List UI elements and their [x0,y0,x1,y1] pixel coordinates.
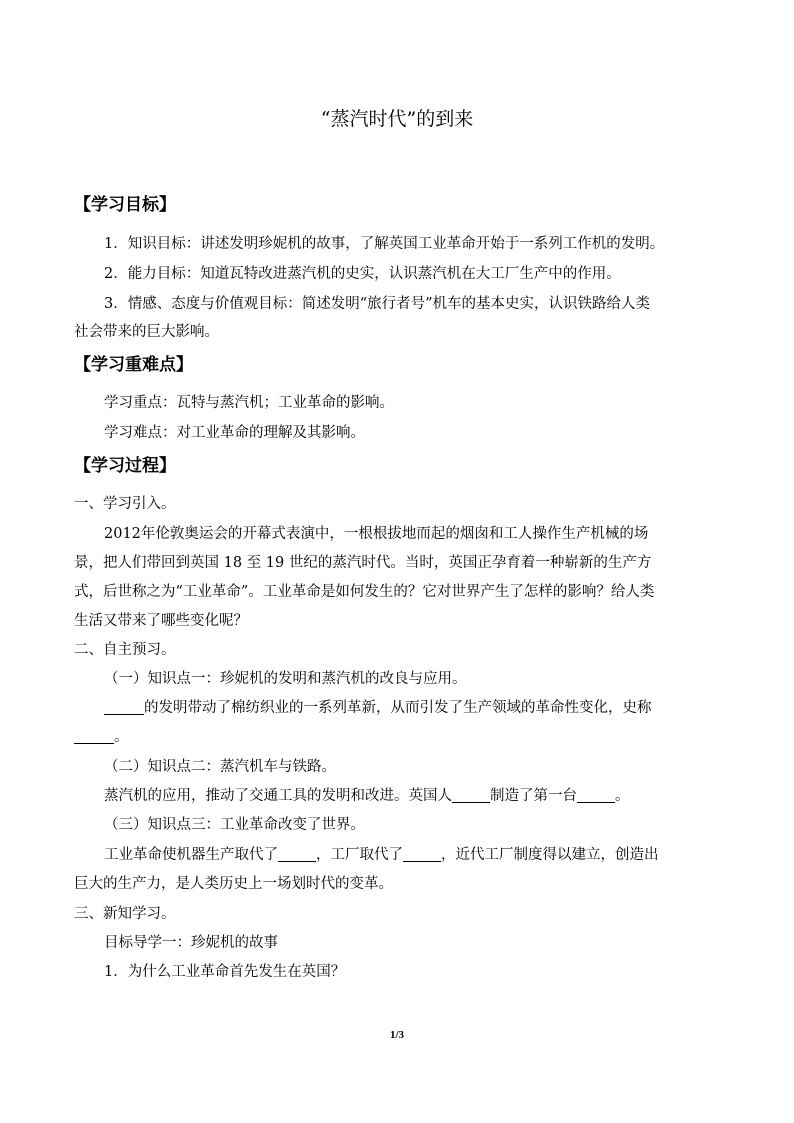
fill-in-line: 。 [74,725,129,746]
answer-blank[interactable] [74,729,114,745]
page-title: “蒸汽时代”的到来 [320,108,474,130]
part-heading: 一、学习引入。 [74,496,176,512]
goal-title: 目标导学一：珍妮机的故事 [104,935,278,951]
keypoint-item: 学习重点：瓦特与蒸汽机；工业革命的影响。 [104,395,394,411]
paragraph-line: 生活又带来了哪些变化呢？ [74,613,248,629]
paragraph-line: 2012年伦敦奥运会的开幕式表演中，一根根拔地而起的烟囱和工人操作生产机械的场 [104,526,649,542]
part-heading: 二、自主预习。 [74,642,176,658]
part-heading: 三、新知学习。 [74,906,176,922]
answer-blank[interactable] [104,700,144,716]
objective-item: 1．知识目标：讲述发明珍妮机的故事，了解英国工业革命开始于一系列工作机的发明。 [104,236,665,252]
fill-in-line: 工业革命使机器生产取代了 ，工厂取代了 ，近代工厂制度得以建立，创造出 [104,847,659,863]
paragraph-line: 式，后世称之为“工业革命”。工业革命是如何发生的？它对世界产生了怎样的影响？给人类 [74,584,655,600]
section-heading-keypoints: 【学习重难点】 [74,355,193,375]
answer-blank[interactable] [452,788,490,804]
answer-blank[interactable] [577,788,615,804]
page-number: 1/3 [389,1029,405,1041]
knowledge-point-title: （二）知识点二：蒸汽机车与铁路。 [104,759,336,775]
fill-in-line: 蒸汽机的应用，推动了交通工具的发明和改进。英国人 制造了第一台 。 [104,788,630,804]
question-item: 1．为什么工业革命首先发生在英国？ [104,964,346,980]
keypoint-item: 学习难点：对工业革命的理解及其影响。 [104,425,365,441]
knowledge-point-title: （一）知识点一：珍妮机的发明和蒸汽机的改良与应用。 [104,671,467,687]
fill-in-line: 的发明带动了棉纺织业的一系列革新，从而引发了生产领域的革命性变化，史称 [104,696,652,717]
objective-item-continued: 社会带来的巨大影响。 [74,324,219,340]
objective-item: 3．情感、态度与价值观目标：简述发明“旅行者号”机车的基本史实，认识铁路给人类 [104,296,651,312]
answer-blank[interactable] [403,847,441,863]
knowledge-point-title: （三）知识点三：工业革命改变了世界。 [104,817,365,833]
section-heading-objectives: 【学习目标】 [74,195,176,215]
section-heading-process: 【学习过程】 [74,456,176,476]
objective-item: 2．能力目标：知道瓦特改进蒸汽机的史实，认识蒸汽机在大工厂生产中的作用。 [104,266,621,282]
answer-blank[interactable] [278,847,316,863]
paragraph-line: 巨大的生产力，是人类历史上一场划时代的变革。 [74,876,393,892]
paragraph-line: 景，把人们带回到英国 18 至 19 世纪的蒸汽时代。当时，英国正孕育着一种崭新的生产方 [74,555,652,571]
